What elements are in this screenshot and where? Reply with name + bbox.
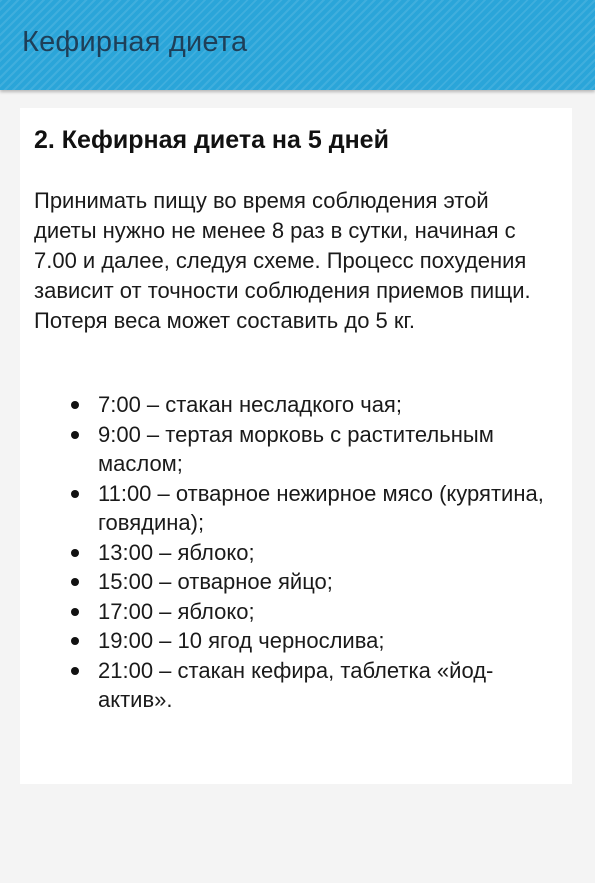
- list-item: [34, 567, 554, 597]
- bullet-icon: [71, 401, 79, 409]
- list-item: [34, 479, 554, 538]
- bullet-icon: [71, 431, 79, 439]
- list-item: [34, 656, 554, 715]
- list-item-text: 15:00 – отварное яйцо;: [98, 569, 333, 594]
- bullet-icon: [71, 549, 79, 557]
- app-title: Кефирная диета: [22, 26, 248, 58]
- bullet-icon: [71, 667, 79, 675]
- article-card[interactable]: [20, 108, 572, 784]
- diet-schedule-list: [34, 390, 554, 715]
- list-item: [34, 390, 554, 420]
- list-item-text: 7:00 – стакан несладкого чая;: [98, 392, 402, 417]
- list-item-text: 11:00 – отварное нежирное мясо (курятина, говядина);: [98, 480, 544, 535]
- list-item: [34, 597, 554, 627]
- list-item-text: 9:00 – тертая морковь с растительным маслом;: [98, 421, 494, 476]
- list-item-text: 19:00 – 10 ягод чернослива;: [98, 628, 385, 653]
- list-item-text: 21:00 – стакан кефира, таблетка «йод-актив».: [98, 657, 494, 712]
- bullet-icon: [71, 608, 79, 616]
- list-item: [34, 420, 554, 479]
- bullet-icon: [71, 637, 79, 645]
- bullet-icon: [71, 578, 79, 586]
- list-item: [34, 538, 554, 568]
- bullet-icon: [71, 490, 79, 498]
- app-bar: [0, 0, 595, 90]
- list-item: [34, 626, 554, 656]
- article-intro: Принимать пищу во время соблюдения этой диеты нужно не менее 8 раз в сутки, начиная с 7.00 и далее, следуя схеме. Процесс похудения зависит от точности соблюдения приемов пищи. Потеря веса может составить до 5 кг.: [34, 188, 531, 333]
- list-item-text: 13:00 – яблоко;: [98, 539, 255, 565]
- article-heading: 2. Кефирная диета на 5 дней: [34, 126, 389, 154]
- list-item-text: 17:00 – яблоко;: [98, 598, 255, 624]
